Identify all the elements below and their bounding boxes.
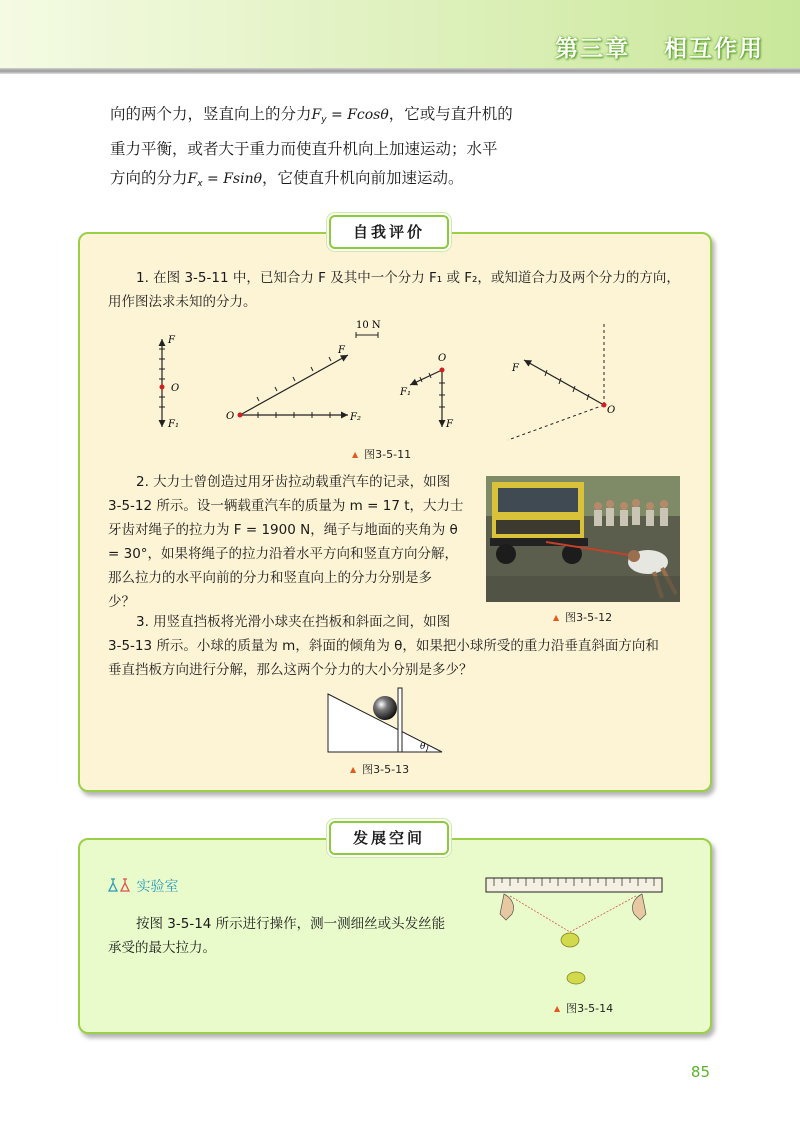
diagram-2-O-label: O <box>226 411 235 422</box>
angle-theta-label: θ <box>420 742 426 752</box>
page-number: 85 <box>690 1063 710 1081</box>
lab-text <box>108 912 445 960</box>
caption-3-5-12: ▲ 图3-5-12 <box>553 611 613 624</box>
question-2-line-5: 那么拉力的水平向前的分力和竖直向上的分力分别是多 <box>108 570 432 586</box>
question-1 <box>108 266 680 314</box>
diagram-3-F-label: F <box>446 419 453 430</box>
chapter-title <box>555 30 764 63</box>
question-2-line-4: = 30°，如果将绳子的拉力沿着水平方向和竖直方向分解， <box>108 546 459 562</box>
question-3-line-1: 3. 用竖直挡板将光滑小球夹在挡板和斜面之间，如图 <box>136 614 451 630</box>
lab-text-line-1: 按图 3-5-14 所示进行操作，测一测细丝或头发丝能 <box>136 916 446 932</box>
ball <box>373 696 397 720</box>
diagram-3-O-label: O <box>438 353 447 364</box>
right-hand <box>632 894 646 920</box>
question-3 <box>108 610 659 682</box>
caption-marker-icon: ▲ <box>352 450 359 459</box>
diagram-1-O-label: O <box>171 383 180 394</box>
figure-3-5-11 <box>140 315 640 445</box>
diagram-2-F2-label: F₂ <box>350 412 361 423</box>
scale-label: 10 N <box>356 320 381 331</box>
weight-upper <box>561 933 579 947</box>
caption-marker-icon: ▲ <box>554 1004 561 1013</box>
flask-icon <box>108 879 136 895</box>
weight-lower <box>567 972 585 984</box>
development-tab: 发展空间 <box>329 821 449 855</box>
question-2-line-3: 牙齿对绳子的拉力为 F = 1900 N，绳子与地面的夹角为 θ <box>108 522 458 538</box>
diagram-4 <box>508 323 615 440</box>
question-1-line-2: 用作图法求未知的分力。 <box>108 294 257 310</box>
caption-marker-icon: ▲ <box>350 765 357 774</box>
diagram-4-O-label: O <box>607 405 616 416</box>
self-evaluation-tab: 自我评价 <box>329 215 449 249</box>
photo-truck-pull <box>486 476 680 602</box>
lab-title: 实验室 <box>108 876 178 896</box>
caption-3-5-11: ▲ 图3-5-11 <box>352 448 412 461</box>
chapter-number: 第三章 <box>554 36 630 62</box>
baffle-plate <box>398 688 402 752</box>
diagram-4-F-label: F <box>512 363 519 374</box>
caption-marker-icon: ▲ <box>553 613 560 622</box>
intro-line-2: 重力平衡，或者大于重力而使直升机向上加速运动；水平 <box>110 140 498 158</box>
diagram-1-F1-label: F₁ <box>168 419 179 430</box>
question-2-line-6: 少？ <box>108 594 135 610</box>
figure-3-5-13 <box>322 684 452 756</box>
question-2-line-1: 2. 大力士曾创造过用牙齿拉动载重汽车的记录，如图 <box>136 474 451 490</box>
intro-line-1: 向的两个力，竖直向上的分力$F_y = Fcos\theta$，它或与直升机的 <box>110 105 513 125</box>
diagram-1-F-label: F <box>168 335 175 346</box>
left-hand <box>500 894 514 920</box>
question-2-line-2: 3-5-12 所示。设一辆载重汽车的质量为 m = 17 t，大力士 <box>108 498 464 514</box>
diagram-3-F1-label: F₁ <box>400 387 411 398</box>
diagram-3 <box>399 353 454 430</box>
question-2 <box>108 470 464 614</box>
intro-paragraph <box>110 100 540 199</box>
diagram-2-F-label: F <box>338 345 345 356</box>
header-stripe <box>0 68 800 74</box>
caption-3-5-14: ▲ 图3-5-14 <box>554 1002 614 1015</box>
figure-3-5-14 <box>482 874 666 994</box>
diagram-1 <box>159 335 179 430</box>
question-1-line-1: 1. 在图 3-5-11 中，已知合力 F 及其中一个分力 F₁ 或 F₂，或知道合力及两个分力的方向， <box>136 270 680 286</box>
lab-text-line-2: 承受的最大拉力。 <box>108 940 216 956</box>
question-3-line-3: 垂直挡板方向进行分解，那么这两个分力的大小分别是多少？ <box>108 662 473 678</box>
intro-line-3: 方向的分力$F_x = Fsin\theta$，它使直升机向前加速运动。 <box>110 169 464 189</box>
question-3-line-2: 3-5-13 所示。小球的质量为 m，斜面的倾角为 θ，如果把小球所受的重力沿垂直斜面方向和 <box>108 638 659 654</box>
diagram-2 <box>226 345 361 423</box>
caption-3-5-13: ▲ 图3-5-13 <box>350 763 410 776</box>
chapter-name: 相互作用 <box>664 36 764 62</box>
